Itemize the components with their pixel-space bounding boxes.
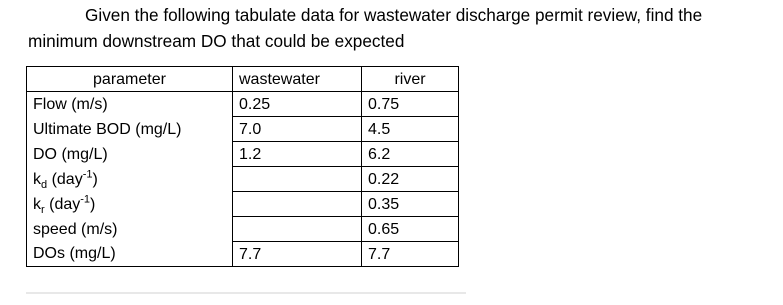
cell-wastewater: 7.0 <box>233 117 362 142</box>
header-parameter: parameter <box>27 67 233 92</box>
cell-river: 0.65 <box>362 217 459 242</box>
header-river: river <box>362 67 459 92</box>
cell-parameter: speed (m/s) <box>27 217 233 242</box>
table-row <box>27 92 459 117</box>
param-subscript: d <box>41 178 48 191</box>
param-end: ) <box>90 195 96 213</box>
bottom-divider <box>26 292 466 294</box>
cell-river: 0.22 <box>362 167 459 192</box>
cell-parameter: DO (mg/L) <box>27 142 233 167</box>
cell-parameter: Ultimate BOD (mg/L) <box>27 117 233 142</box>
param-superscript: -1 <box>80 193 91 206</box>
table-row <box>27 142 459 167</box>
header-wastewater: wastewater <box>233 67 362 92</box>
param-subscript: r <box>41 203 45 216</box>
cell-parameter: Flow (m/s) <box>27 92 233 117</box>
cell-wastewater: 0.25 <box>233 92 362 117</box>
cell-river: 0.35 <box>362 192 459 217</box>
param-base: k <box>33 195 41 213</box>
cell-wastewater: 7.7 <box>233 242 362 267</box>
param-base: k <box>33 170 41 188</box>
table-header-row <box>27 67 459 92</box>
cell-wastewater <box>233 192 362 217</box>
param-mid: (day <box>44 195 81 213</box>
table-row <box>27 167 459 192</box>
parameter-table <box>26 66 459 267</box>
cell-river: 7.7 <box>362 242 459 267</box>
table-row <box>27 217 459 242</box>
cell-parameter <box>27 192 233 217</box>
cell-wastewater <box>233 167 362 192</box>
param-mid: (day <box>47 170 83 188</box>
param-superscript: -1 <box>82 168 93 181</box>
cell-parameter: DOs (mg/L) <box>27 242 233 267</box>
cell-river: 4.5 <box>362 117 459 142</box>
question-line-2: minimum downstream DO that could be expected <box>28 31 405 51</box>
cell-wastewater <box>233 217 362 242</box>
cell-parameter <box>27 167 233 192</box>
table-row <box>27 117 459 142</box>
param-end: ) <box>92 170 98 188</box>
cell-river: 6.2 <box>362 142 459 167</box>
cell-wastewater: 1.2 <box>233 142 362 167</box>
cell-river: 0.75 <box>362 92 459 117</box>
table-row <box>27 192 459 217</box>
table-row <box>27 242 459 267</box>
question-line-1: Given the following tabulate data for wastewater discharge permit review, find the <box>85 5 703 25</box>
